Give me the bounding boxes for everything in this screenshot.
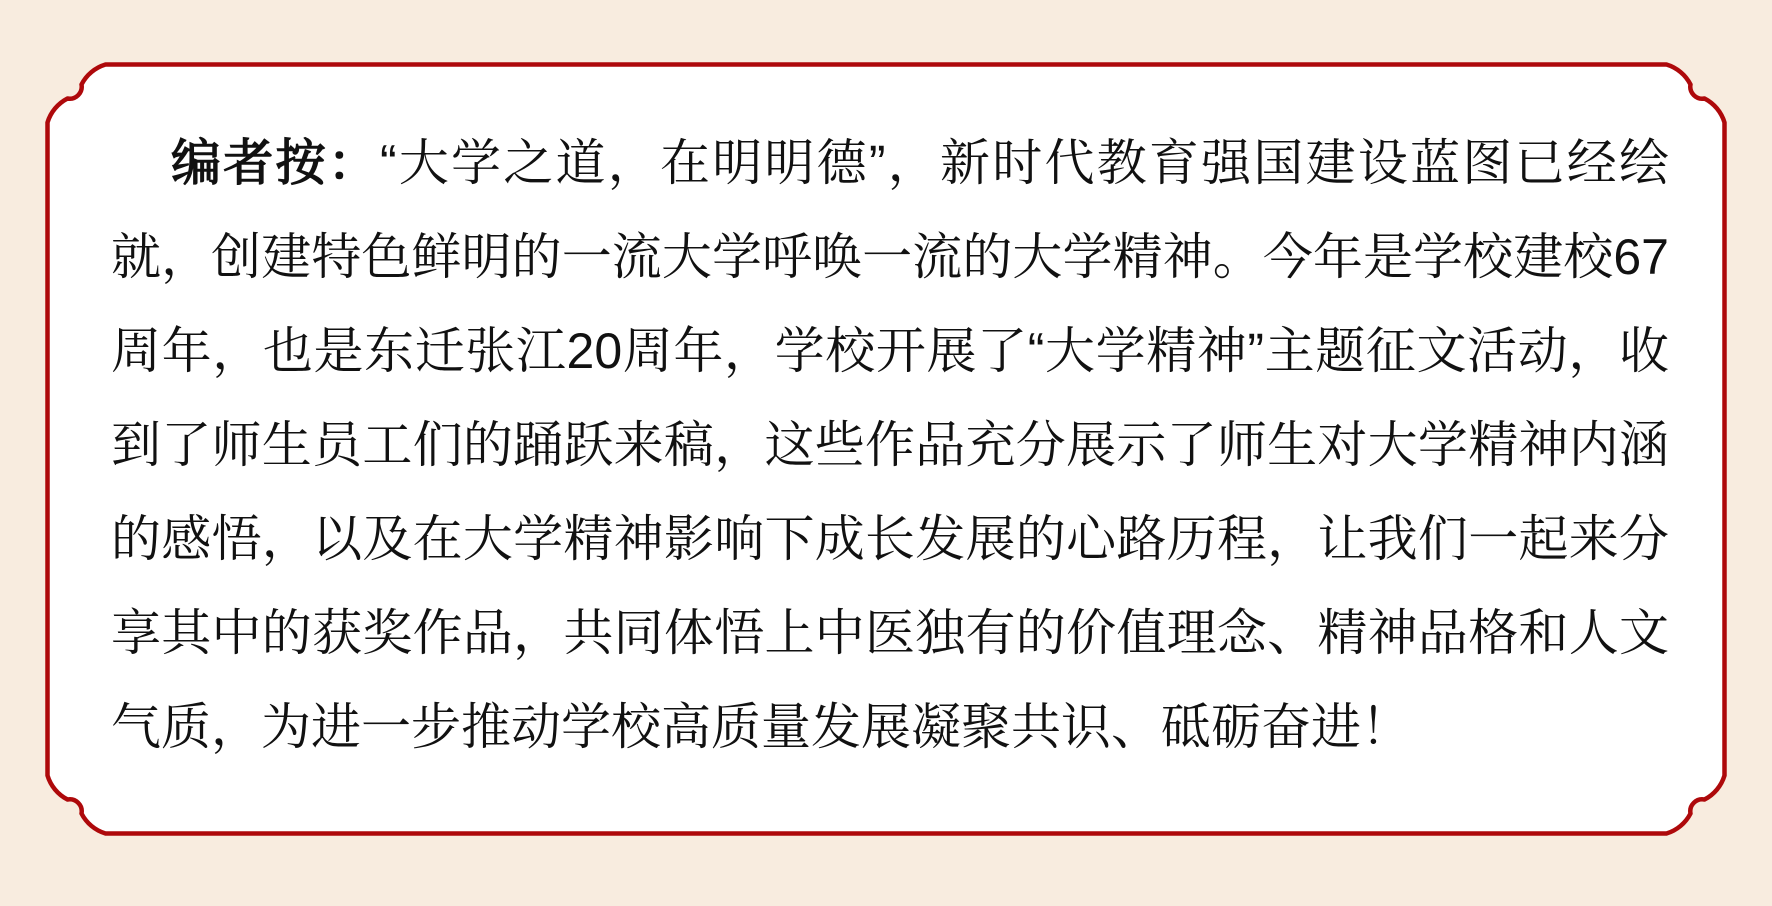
editor-note-paragraph xyxy=(111,116,1669,774)
editor-note-text: “大学之道，在明明德”，新时代教育强国建设蓝图已经绘就，创建特色鲜明的一流大学呼唤一流的大学精神。今年是学校建校67周年，也是东迁张江20周年，学校开展了“大学精神”主题征文活动，收到了师生员工们的踊跃来稿，这些作品充分展示了师生对大学精神内涵的感悟，以及在大学精神影响下成长发展的心路历程，让我们一起来分享其中的获奖作品，共同体悟上中医独有的价值理念、精神品格和人文气质，为进一步推动学校高质量发展凝聚共识、砥砺奋进！ xyxy=(111,135,1670,755)
editor-note-label: 编者按： xyxy=(171,135,380,191)
editor-note-card xyxy=(45,62,1727,836)
editor-note-content xyxy=(45,62,1727,836)
